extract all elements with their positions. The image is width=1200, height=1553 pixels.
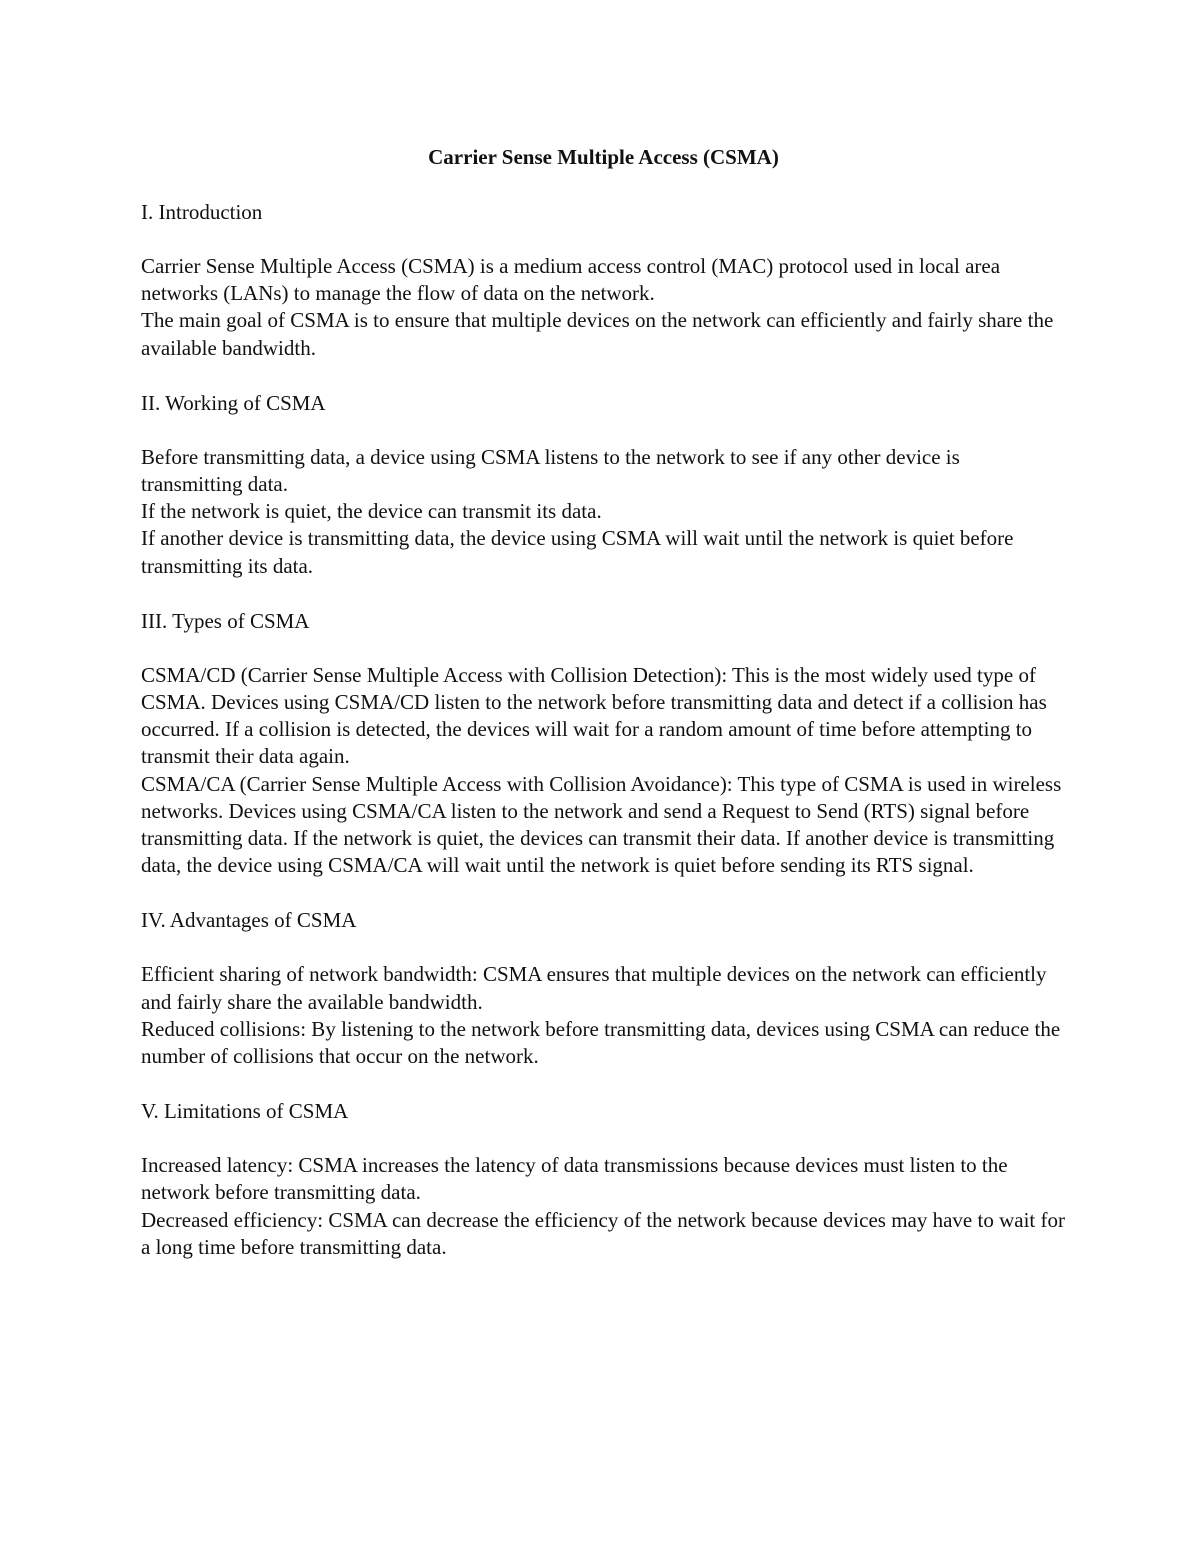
paragraph: CSMA/CD (Carrier Sense Multiple Access with Collision Detection): This is the most widely used type of CSMA. Devices using CSMA/CD listen to the network before transmitting data and detect if a collision has occurred. If a collision is detected, the devices will wait for a random amount of time before attempting to transmit their data again. <box>141 662 1047 769</box>
paragraph-group <box>141 961 1066 1070</box>
section-heading: II. Working of CSMA <box>141 390 326 415</box>
paragraph: If another device is transmitting data, the device using CSMA will wait until the network is quiet before transmitting its data. <box>141 526 1014 578</box>
paragraph: Increased latency: CSMA increases the latency of data transmissions because devices must listen to the network before transmitting data. <box>141 1153 1008 1205</box>
section-heading: I. Introduction <box>141 200 263 224</box>
document-page <box>141 143 1066 1261</box>
section-limitations <box>141 1097 1066 1261</box>
section-introduction <box>141 198 1066 362</box>
paragraph: Carrier Sense Multiple Access (CSMA) is a medium access control (MAC) protocol used in local area networks (LANs) to manage the flow of data on the network. <box>141 254 1001 306</box>
section-types <box>141 607 1066 880</box>
paragraph: The main goal of CSMA is to ensure that multiple devices on the network can efficiently and fairly share the available bandwidth. <box>141 308 1054 360</box>
paragraph: If the network is quiet, the device can transmit its data. <box>141 499 602 524</box>
paragraph: Efficient sharing of network bandwidth: CSMA ensures that multiple devices on the network can efficiently and fairly share the available bandwidth. <box>141 962 1047 1014</box>
section-heading: III. Types of CSMA <box>141 608 310 633</box>
paragraph-group <box>141 1152 1066 1261</box>
paragraph: Decreased efficiency: CSMA can decrease the efficiency of the network because devices may have to wait for a long time before transmitting data. <box>141 1207 1065 1259</box>
paragraph: Reduced collisions: By listening to the network before transmitting data, devices using CSMA can reduce the number of collisions that occur on the network. <box>141 1016 1061 1069</box>
paragraph-group <box>141 253 1066 362</box>
paragraph-group <box>141 444 1066 580</box>
section-heading: IV. Advantages of CSMA <box>141 908 357 933</box>
section-heading: V. Limitations of CSMA <box>141 1099 349 1124</box>
paragraph-group <box>141 662 1066 880</box>
section-advantages <box>141 906 1066 1070</box>
paragraph: CSMA/CA (Carrier Sense Multiple Access with Collision Avoidance): This type of CSMA is used in wireless networks. Devices using CSMA/CA listen to the network and send a Request to Send (RTS) signal before transmitting data. If the network is quiet, the devices can transmit their data. If another device is transmitting data, the device using CSMA/CA will wait until the network is quiet before sending its RTS signal. <box>141 771 1062 878</box>
paragraph: Before transmitting data, a device using CSMA listens to the network to see if any other device is transmitting data. <box>141 444 960 497</box>
document-title: Carrier Sense Multiple Access (CSMA) <box>428 145 779 169</box>
section-working <box>141 389 1066 580</box>
